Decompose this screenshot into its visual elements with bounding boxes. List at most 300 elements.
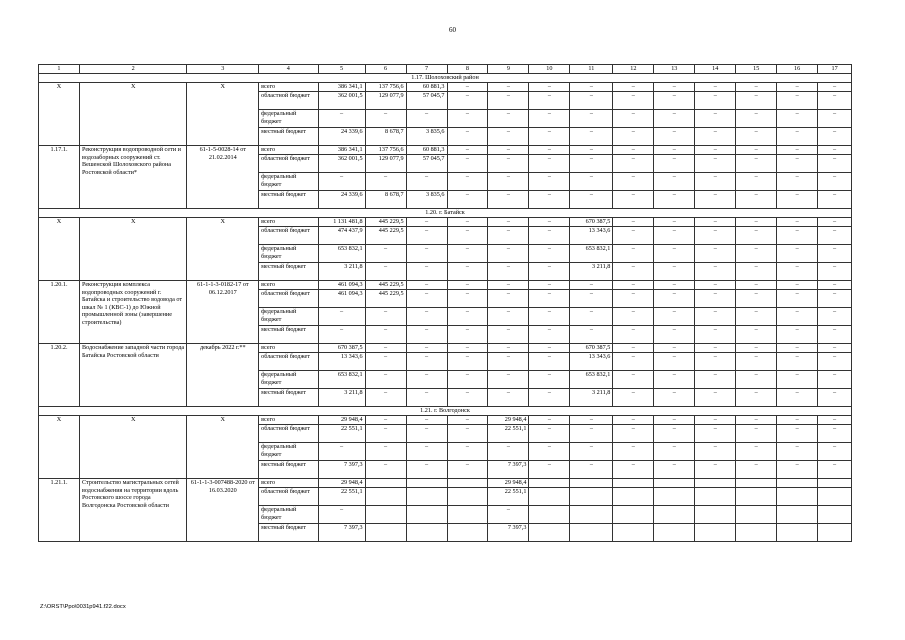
- value-cell-col17: –: [818, 443, 852, 461]
- value-cell-col6: –: [365, 425, 406, 443]
- value-cell-col8: –: [447, 344, 488, 353]
- value-cell-col7: –: [406, 344, 447, 353]
- item-code: 1.20.1.: [39, 281, 80, 344]
- source-regional: областной бюджет: [259, 425, 318, 443]
- value-cell-col15: –: [736, 245, 777, 263]
- value-cell-col17: –: [818, 83, 852, 92]
- value-cell-col8: –: [447, 281, 488, 290]
- value-cell-col17: [818, 479, 852, 488]
- value-cell-col9: –: [488, 443, 529, 461]
- value-cell-col7: –: [406, 218, 447, 227]
- column-number-10: 10: [529, 65, 570, 74]
- column-number-row: [39, 65, 852, 74]
- value-cell-col7: –: [406, 353, 447, 371]
- value-cell-col15: –: [736, 281, 777, 290]
- value-cell-col17: –: [818, 371, 852, 389]
- value-cell-col9: 22 551,1: [488, 425, 529, 443]
- section-header-row: [39, 74, 852, 83]
- value-cell-col8: –: [447, 290, 488, 308]
- table-row: [39, 416, 852, 425]
- value-cell-col5: –: [318, 173, 365, 191]
- value-cell-col16: –: [777, 389, 818, 407]
- value-cell-col9: –: [488, 290, 529, 308]
- value-cell-col7: –: [406, 326, 447, 344]
- value-cell-col5: 7 397,3: [318, 461, 365, 479]
- table-row: [39, 83, 852, 92]
- value-cell-col7: –: [406, 425, 447, 443]
- value-cell-col15: –: [736, 128, 777, 146]
- value-cell-col13: –: [654, 461, 695, 479]
- value-cell-col9: –: [488, 110, 529, 128]
- item-document: 61-1-5-0028-14 от 21.02.2014: [187, 146, 259, 209]
- value-cell-col15: [736, 506, 777, 524]
- value-cell-col6: 137 756,6: [365, 146, 406, 155]
- value-cell-col13: –: [654, 191, 695, 209]
- value-cell-col9: –: [488, 173, 529, 191]
- value-cell-col13: –: [654, 443, 695, 461]
- value-cell-col11: –: [570, 425, 613, 443]
- table-row: [39, 479, 852, 488]
- value-cell-col17: –: [818, 281, 852, 290]
- value-cell-col17: –: [818, 389, 852, 407]
- value-cell-col15: [736, 524, 777, 542]
- value-cell-col17: –: [818, 353, 852, 371]
- value-cell-col5: 653 832,1: [318, 245, 365, 263]
- item-document: Х: [187, 416, 259, 479]
- value-cell-col13: –: [654, 263, 695, 281]
- source-local: местный бюджет: [259, 461, 318, 479]
- item-code: 1.20.2.: [39, 344, 80, 407]
- value-cell-col5: 1 131 481,8: [318, 218, 365, 227]
- value-cell-col10: –: [529, 326, 570, 344]
- value-cell-col12: –: [613, 353, 654, 371]
- value-cell-col11: –: [570, 461, 613, 479]
- source-total: всего: [259, 479, 318, 488]
- source-federal: федеральный бюджет: [259, 371, 318, 389]
- value-cell-col10: –: [529, 128, 570, 146]
- column-number-7: 7: [406, 65, 447, 74]
- value-cell-col14: –: [695, 371, 736, 389]
- column-number-3: 3: [187, 65, 259, 74]
- value-cell-col13: [654, 524, 695, 542]
- value-cell-col6: –: [365, 173, 406, 191]
- value-cell-col12: –: [613, 173, 654, 191]
- value-cell-col9: –: [488, 308, 529, 326]
- value-cell-col9: 7 397,3: [488, 461, 529, 479]
- item-document: декабрь 2022 г.**: [187, 344, 259, 407]
- value-cell-col16: –: [777, 308, 818, 326]
- value-cell-col14: –: [695, 245, 736, 263]
- value-cell-col12: –: [613, 281, 654, 290]
- value-cell-col15: –: [736, 146, 777, 155]
- value-cell-col9: –: [488, 326, 529, 344]
- value-cell-col11: [570, 506, 613, 524]
- value-cell-col10: [529, 506, 570, 524]
- value-cell-col13: –: [654, 416, 695, 425]
- value-cell-col8: –: [447, 443, 488, 461]
- value-cell-col6: 445 229,5: [365, 227, 406, 245]
- source-total: всего: [259, 146, 318, 155]
- value-cell-col7: –: [406, 173, 447, 191]
- value-cell-col15: –: [736, 191, 777, 209]
- value-cell-col12: –: [613, 290, 654, 308]
- column-number-13: 13: [654, 65, 695, 74]
- source-federal: федеральный бюджет: [259, 506, 318, 524]
- value-cell-col14: –: [695, 353, 736, 371]
- value-cell-col9: 7 397,3: [488, 524, 529, 542]
- value-cell-col11: –: [570, 83, 613, 92]
- value-cell-col13: [654, 506, 695, 524]
- value-cell-col6: [365, 488, 406, 506]
- value-cell-col5: 386 341,1: [318, 83, 365, 92]
- value-cell-col8: –: [447, 227, 488, 245]
- table-row: [39, 344, 852, 353]
- value-cell-col6: –: [365, 308, 406, 326]
- value-cell-col9: –: [488, 227, 529, 245]
- column-number-11: 11: [570, 65, 613, 74]
- value-cell-col12: –: [613, 146, 654, 155]
- value-cell-col10: –: [529, 92, 570, 110]
- value-cell-col10: –: [529, 308, 570, 326]
- value-cell-col17: –: [818, 128, 852, 146]
- value-cell-col17: –: [818, 191, 852, 209]
- value-cell-col11: –: [570, 443, 613, 461]
- value-cell-col10: –: [529, 281, 570, 290]
- value-cell-col8: –: [447, 92, 488, 110]
- value-cell-col7: –: [406, 227, 447, 245]
- column-number-16: 16: [777, 65, 818, 74]
- value-cell-col8: –: [447, 83, 488, 92]
- value-cell-col16: [777, 488, 818, 506]
- value-cell-col10: –: [529, 155, 570, 173]
- value-cell-col14: –: [695, 290, 736, 308]
- value-cell-col16: –: [777, 461, 818, 479]
- source-local: местный бюджет: [259, 326, 318, 344]
- value-cell-col10: –: [529, 425, 570, 443]
- value-cell-col17: –: [818, 290, 852, 308]
- value-cell-col7: [406, 524, 447, 542]
- value-cell-col9: –: [488, 371, 529, 389]
- value-cell-col7: –: [406, 371, 447, 389]
- page-number: 60: [449, 26, 456, 34]
- value-cell-col14: –: [695, 146, 736, 155]
- value-cell-col12: –: [613, 371, 654, 389]
- item-code: 1.21.1.: [39, 479, 80, 542]
- value-cell-col6: 8 678,7: [365, 191, 406, 209]
- value-cell-col8: [447, 488, 488, 506]
- table-row: [39, 146, 852, 155]
- value-cell-col12: [613, 524, 654, 542]
- value-cell-col10: –: [529, 245, 570, 263]
- value-cell-col11: 3 211,8: [570, 389, 613, 407]
- value-cell-col16: –: [777, 326, 818, 344]
- value-cell-col13: –: [654, 290, 695, 308]
- value-cell-col8: [447, 524, 488, 542]
- value-cell-col17: –: [818, 173, 852, 191]
- value-cell-col9: 22 551,1: [488, 488, 529, 506]
- value-cell-col7: [406, 506, 447, 524]
- value-cell-col5: 386 341,1: [318, 146, 365, 155]
- value-cell-col7: –: [406, 245, 447, 263]
- value-cell-col7: 57 045,7: [406, 155, 447, 173]
- value-cell-col10: [529, 488, 570, 506]
- column-number-14: 14: [695, 65, 736, 74]
- value-cell-col14: [695, 488, 736, 506]
- value-cell-col6: –: [365, 371, 406, 389]
- value-cell-col12: –: [613, 344, 654, 353]
- value-cell-col14: [695, 506, 736, 524]
- value-cell-col7: –: [406, 281, 447, 290]
- value-cell-col8: –: [447, 155, 488, 173]
- value-cell-col13: –: [654, 326, 695, 344]
- item-code: Х: [39, 83, 80, 146]
- value-cell-col14: –: [695, 389, 736, 407]
- item-code: 1.17.1.: [39, 146, 80, 209]
- value-cell-col8: –: [447, 353, 488, 371]
- item-name: Реконструкция водопроводной сети и водозаборных сооружений ст. Вешенской Шолоховского района Ростовской области*: [79, 146, 187, 209]
- value-cell-col6: [365, 506, 406, 524]
- value-cell-col5: 670 387,5: [318, 344, 365, 353]
- value-cell-col5: 24 339,6: [318, 128, 365, 146]
- value-cell-col17: –: [818, 92, 852, 110]
- value-cell-col12: –: [613, 92, 654, 110]
- value-cell-col7: 3 835,6: [406, 128, 447, 146]
- value-cell-col7: –: [406, 290, 447, 308]
- value-cell-col10: –: [529, 461, 570, 479]
- value-cell-col5: –: [318, 506, 365, 524]
- value-cell-col10: –: [529, 416, 570, 425]
- value-cell-col5: 474 437,9: [318, 227, 365, 245]
- value-cell-col15: –: [736, 443, 777, 461]
- value-cell-col15: –: [736, 290, 777, 308]
- value-cell-col13: –: [654, 146, 695, 155]
- value-cell-col14: –: [695, 155, 736, 173]
- value-cell-col5: 7 397,3: [318, 524, 365, 542]
- value-cell-col10: –: [529, 344, 570, 353]
- value-cell-col6: 445 229,5: [365, 218, 406, 227]
- value-cell-col17: [818, 524, 852, 542]
- value-cell-col7: –: [406, 110, 447, 128]
- table-body: [39, 65, 852, 542]
- source-total: всего: [259, 344, 318, 353]
- value-cell-col8: [447, 479, 488, 488]
- source-regional: областной бюджет: [259, 92, 318, 110]
- item-document: 61-1-1-3-007488-2020 от 16.03.2020: [187, 479, 259, 542]
- value-cell-col12: –: [613, 245, 654, 263]
- item-document: 61-1-1-3-0182-17 от 06.12.2017: [187, 281, 259, 344]
- value-cell-col14: –: [695, 92, 736, 110]
- value-cell-col12: –: [613, 443, 654, 461]
- value-cell-col15: –: [736, 371, 777, 389]
- value-cell-col6: 137 756,6: [365, 83, 406, 92]
- value-cell-col15: [736, 479, 777, 488]
- value-cell-col6: –: [365, 443, 406, 461]
- value-cell-col13: –: [654, 371, 695, 389]
- value-cell-col9: –: [488, 191, 529, 209]
- value-cell-col5: 13 343,6: [318, 353, 365, 371]
- value-cell-col8: –: [447, 245, 488, 263]
- value-cell-col16: –: [777, 290, 818, 308]
- value-cell-col14: –: [695, 443, 736, 461]
- source-regional: областной бюджет: [259, 290, 318, 308]
- value-cell-col15: –: [736, 83, 777, 92]
- value-cell-col10: –: [529, 353, 570, 371]
- value-cell-col7: –: [406, 461, 447, 479]
- source-regional: областной бюджет: [259, 353, 318, 371]
- value-cell-col13: –: [654, 173, 695, 191]
- value-cell-col5: –: [318, 326, 365, 344]
- value-cell-col5: 24 339,6: [318, 191, 365, 209]
- value-cell-col16: –: [777, 218, 818, 227]
- source-total: всего: [259, 281, 318, 290]
- item-code: Х: [39, 218, 80, 281]
- table-row: [39, 218, 852, 227]
- value-cell-col17: [818, 488, 852, 506]
- value-cell-col5: 461 094,3: [318, 281, 365, 290]
- value-cell-col10: –: [529, 371, 570, 389]
- value-cell-col13: –: [654, 308, 695, 326]
- value-cell-col10: –: [529, 389, 570, 407]
- value-cell-col7: [406, 488, 447, 506]
- value-cell-col16: –: [777, 416, 818, 425]
- value-cell-col16: –: [777, 263, 818, 281]
- source-regional: областной бюджет: [259, 155, 318, 173]
- value-cell-col10: –: [529, 227, 570, 245]
- value-cell-col6: [365, 479, 406, 488]
- value-cell-col10: –: [529, 173, 570, 191]
- value-cell-col16: [777, 506, 818, 524]
- value-cell-col15: [736, 488, 777, 506]
- value-cell-col6: 445 229,5: [365, 281, 406, 290]
- value-cell-col11: 653 832,1: [570, 371, 613, 389]
- value-cell-col14: –: [695, 110, 736, 128]
- value-cell-col12: –: [613, 110, 654, 128]
- value-cell-col16: –: [777, 245, 818, 263]
- value-cell-col8: –: [447, 146, 488, 155]
- value-cell-col15: –: [736, 155, 777, 173]
- value-cell-col16: –: [777, 128, 818, 146]
- source-total: всего: [259, 218, 318, 227]
- value-cell-col17: –: [818, 326, 852, 344]
- value-cell-col11: 670 387,5: [570, 344, 613, 353]
- value-cell-col8: –: [447, 425, 488, 443]
- value-cell-col16: –: [777, 227, 818, 245]
- value-cell-col12: –: [613, 227, 654, 245]
- value-cell-col16: –: [777, 110, 818, 128]
- value-cell-col9: –: [488, 245, 529, 263]
- value-cell-col8: –: [447, 371, 488, 389]
- item-name: Водоснабжение западной части города Батайска Ростовской области: [79, 344, 187, 407]
- value-cell-col7: 60 881,3: [406, 83, 447, 92]
- value-cell-col9: –: [488, 218, 529, 227]
- value-cell-col17: –: [818, 110, 852, 128]
- value-cell-col16: –: [777, 443, 818, 461]
- value-cell-col13: [654, 479, 695, 488]
- source-regional: областной бюджет: [259, 227, 318, 245]
- value-cell-col11: –: [570, 173, 613, 191]
- value-cell-col16: –: [777, 344, 818, 353]
- value-cell-col14: –: [695, 461, 736, 479]
- value-cell-col16: [777, 524, 818, 542]
- value-cell-col14: –: [695, 326, 736, 344]
- value-cell-col6: 129 077,9: [365, 92, 406, 110]
- source-total: всего: [259, 416, 318, 425]
- value-cell-col5: 29 948,4: [318, 479, 365, 488]
- value-cell-col13: –: [654, 128, 695, 146]
- value-cell-col9: –: [488, 146, 529, 155]
- source-local: местный бюджет: [259, 263, 318, 281]
- value-cell-col11: –: [570, 326, 613, 344]
- value-cell-col6: –: [365, 344, 406, 353]
- value-cell-col6: –: [365, 461, 406, 479]
- value-cell-col9: –: [488, 506, 529, 524]
- value-cell-col12: –: [613, 416, 654, 425]
- value-cell-col13: –: [654, 245, 695, 263]
- value-cell-col14: [695, 479, 736, 488]
- value-cell-col7: 57 045,7: [406, 92, 447, 110]
- value-cell-col13: –: [654, 155, 695, 173]
- value-cell-col14: –: [695, 281, 736, 290]
- value-cell-col15: –: [736, 389, 777, 407]
- value-cell-col13: –: [654, 110, 695, 128]
- section-title: 1.21. г. Волгодонск: [39, 407, 852, 416]
- value-cell-col16: –: [777, 281, 818, 290]
- value-cell-col16: –: [777, 92, 818, 110]
- value-cell-col14: –: [695, 173, 736, 191]
- value-cell-col9: –: [488, 281, 529, 290]
- value-cell-col11: 653 832,1: [570, 245, 613, 263]
- value-cell-col12: –: [613, 128, 654, 146]
- value-cell-col16: –: [777, 371, 818, 389]
- value-cell-col15: –: [736, 425, 777, 443]
- value-cell-col11: –: [570, 281, 613, 290]
- value-cell-col12: –: [613, 326, 654, 344]
- value-cell-col5: 22 551,1: [318, 488, 365, 506]
- value-cell-col9: –: [488, 83, 529, 92]
- value-cell-col15: –: [736, 461, 777, 479]
- column-number-17: 17: [818, 65, 852, 74]
- value-cell-col10: [529, 524, 570, 542]
- item-name: Строительство магистральных сетей водоснабжения на территории вдоль Ростовского шоссе города Волгодонска Ростовской области: [79, 479, 187, 542]
- value-cell-col16: –: [777, 173, 818, 191]
- value-cell-col11: [570, 479, 613, 488]
- column-number-9: 9: [488, 65, 529, 74]
- value-cell-col7: –: [406, 263, 447, 281]
- value-cell-col12: [613, 479, 654, 488]
- value-cell-col14: –: [695, 83, 736, 92]
- column-number-8: 8: [447, 65, 488, 74]
- column-number-4: 4: [259, 65, 318, 74]
- value-cell-col15: –: [736, 353, 777, 371]
- value-cell-col6: 8 678,7: [365, 128, 406, 146]
- value-cell-col9: –: [488, 128, 529, 146]
- source-federal: федеральный бюджет: [259, 443, 318, 461]
- value-cell-col14: –: [695, 191, 736, 209]
- value-cell-col6: 445 229,5: [365, 290, 406, 308]
- value-cell-col14: –: [695, 344, 736, 353]
- value-cell-col16: –: [777, 146, 818, 155]
- value-cell-col8: [447, 506, 488, 524]
- item-document: Х: [187, 218, 259, 281]
- value-cell-col11: –: [570, 191, 613, 209]
- value-cell-col17: –: [818, 218, 852, 227]
- value-cell-col10: –: [529, 191, 570, 209]
- value-cell-col10: –: [529, 263, 570, 281]
- value-cell-col17: –: [818, 461, 852, 479]
- value-cell-col8: –: [447, 128, 488, 146]
- value-cell-col7: [406, 479, 447, 488]
- value-cell-col17: –: [818, 227, 852, 245]
